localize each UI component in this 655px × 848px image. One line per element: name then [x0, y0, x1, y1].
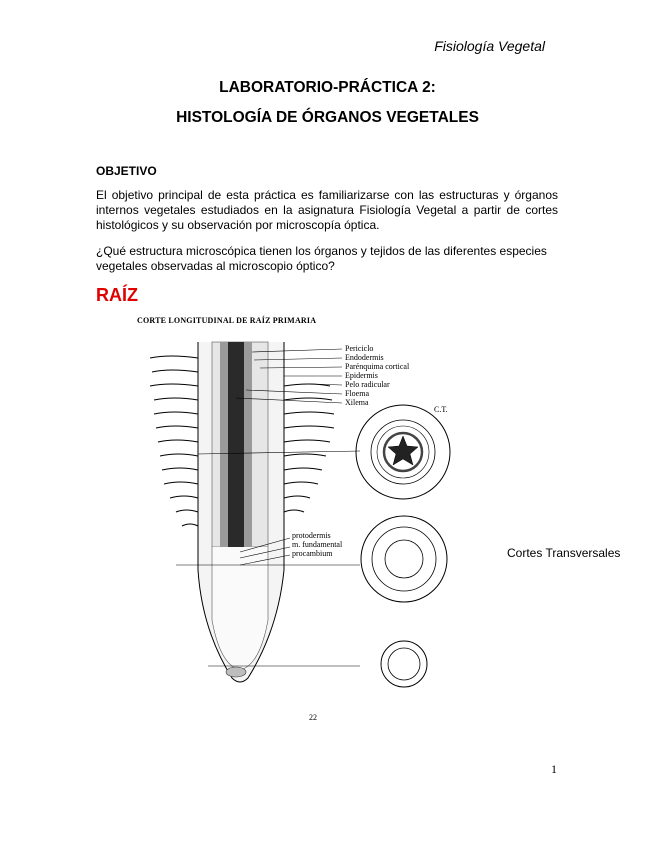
objective-heading: OBJETIVO: [96, 164, 157, 178]
objective-paragraph: El objetivo principal de esta práctica es familiarizarse con las estructuras y órganos internos vegetales estudiados en la asignatura Fisiología Vegetal a partir de cortes histológicos y su observación por microscopía óptica.: [96, 188, 558, 232]
label-epidermis: Epidermis: [345, 371, 378, 380]
cross-section-3: [381, 641, 427, 687]
root-hairs-left: [150, 356, 198, 526]
page-number: 1: [551, 762, 557, 776]
root-hairs-right: [284, 384, 334, 512]
figure-number: 22: [309, 713, 317, 722]
cross-section-1: [356, 405, 450, 499]
label-protodermis: protodermis: [292, 531, 331, 540]
question-paragraph: ¿Qué estructura microscópica tienen los órganos y tejidos de las diferentes especies vegetales observadas al microscopio óptico?: [96, 244, 547, 273]
document-title-line2: HISTOLOGÍA DE ÓRGANOS VEGETALES: [176, 109, 479, 126]
label-periciclo: Periciclo: [345, 344, 374, 353]
page-header-subject: Fisiología Vegetal: [434, 38, 545, 54]
label-m-fundamental: m. fundamental: [292, 540, 343, 549]
label-endodermis: Endodermis: [345, 353, 384, 362]
root-longitudinal-section-figure: [140, 330, 460, 715]
label-ct: C.T.: [434, 405, 448, 414]
root-body: [198, 342, 284, 682]
document-title-line1: LABORATORIO-PRÁCTICA 2:: [219, 79, 436, 96]
labels-mid: [292, 531, 343, 558]
label-xilema: Xilema: [345, 398, 369, 407]
labels-top: [345, 344, 410, 407]
cross-sections-caption: Cortes Transversales: [507, 546, 621, 560]
label-pelo-radicular: Pelo radicular: [345, 380, 390, 389]
cross-section-2: [361, 516, 447, 602]
section-title-raiz: RAÍZ: [96, 285, 138, 305]
label-parenquima: Parénquima cortical: [345, 362, 410, 371]
figure-title: CORTE LONGITUDINAL DE RAÍZ PRIMARIA: [137, 316, 317, 325]
label-procambium: procambium: [292, 549, 333, 558]
label-floema: Floema: [345, 389, 369, 398]
